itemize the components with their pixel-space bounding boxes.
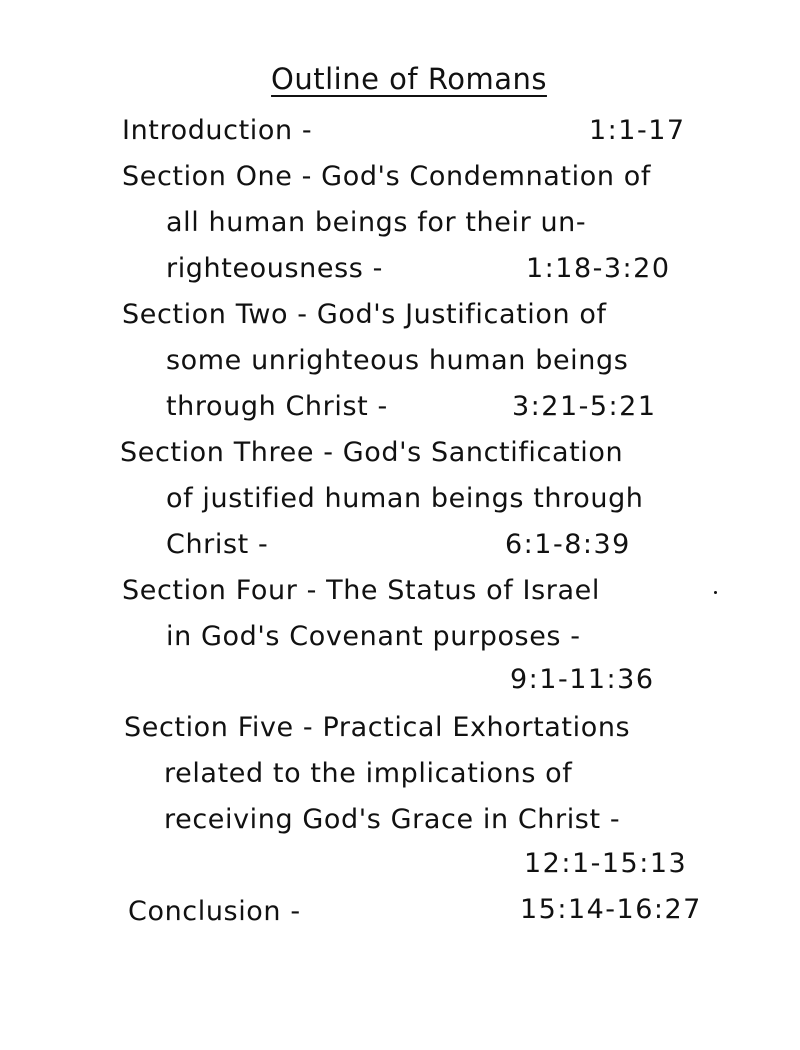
outline-entry-section-two-line-2: some unrighteous human beings (166, 345, 629, 376)
page-title (0, 62, 800, 96)
outline-entry-conclusion-reference: 15:14-16:27 (520, 894, 702, 925)
outline-entry-section-four-reference: 9:1-11:36 (510, 664, 655, 695)
outline-entry-section-four-line-1: Section Four - The Status of Israel (122, 575, 600, 606)
outline-entry-section-four-line-2: in God's Covenant purposes - (166, 621, 581, 652)
outline-entry-section-three-line-1: Section Three - God's Sanctification (120, 437, 624, 468)
outline-entry-section-five-line-2: related to the implications of (164, 758, 573, 789)
outline-entry-section-two-line-3: through Christ - (166, 391, 388, 422)
outline-entry-section-three-line-2: of justified human beings through (166, 483, 644, 514)
outline-entry-introduction-reference: 1:1-17 (589, 115, 686, 146)
outline-entry-section-three-line-3: Christ - (166, 529, 269, 560)
outline-entry-section-one-line-2: all human beings for their un- (166, 207, 587, 238)
outline-entry-section-one-line-3: righteousness - (166, 253, 383, 284)
outline-entry-section-two-line-1: Section Two - God's Justification of (122, 299, 607, 330)
stray-ink-dot (714, 591, 717, 594)
outline-entry-section-five-line-1: Section Five - Practical Exhortations (124, 712, 631, 743)
page-title-text: Outline of Romans (271, 62, 547, 96)
outline-entry-section-one-reference: 1:18-3:20 (526, 253, 671, 284)
outline-entry-section-two-reference: 3:21-5:21 (512, 391, 657, 422)
outline-entry-section-one-line-1: Section One - God's Condemnation of (122, 161, 651, 192)
outline-entry-section-five-line-3: receiving God's Grace in Christ - (164, 804, 621, 835)
outline-entry-section-five-reference: 12:1-15:13 (524, 848, 688, 879)
outline-entry-section-three-reference: 6:1-8:39 (505, 529, 631, 560)
outline-entry-conclusion-heading: Conclusion - (128, 896, 301, 927)
outline-entry-introduction-heading: Introduction - (122, 115, 313, 146)
